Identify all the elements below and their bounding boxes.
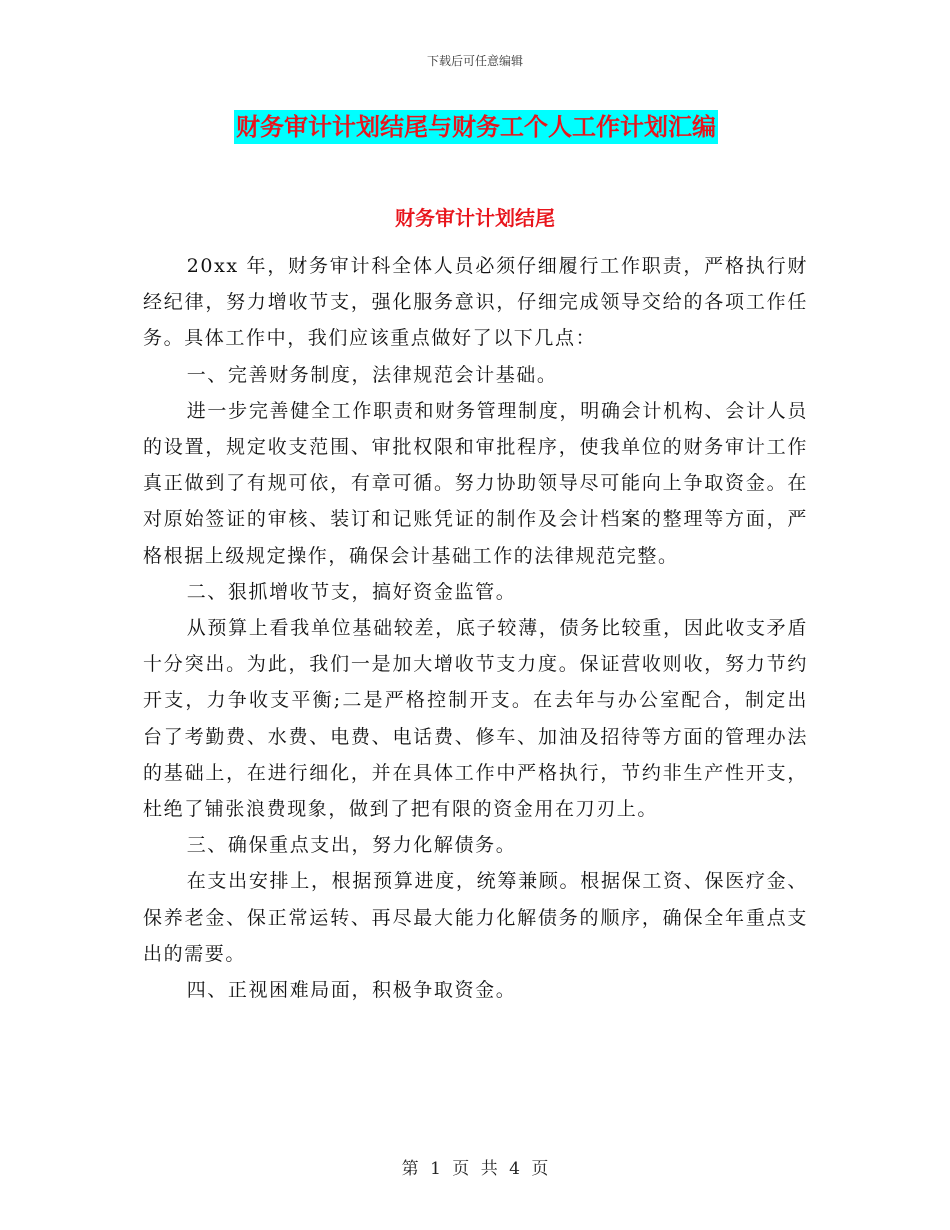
section-title: 财务审计计划结尾 [395,206,555,230]
paragraph-intro: 20xx 年，财务审计科全体人员必须仔细履行工作职责，严格执行财经纪律，努力增收节支，强化服务意识，仔细完成领导交给的各项工作任务。具体工作中，我们应该重点做好了以下几点： [143,255,808,350]
heading-item-4: 四、正视困难局面，积极争取资金。 [186,979,517,1002]
document-body [143,248,808,1008]
header-note: 下载后可任意编辑 [426,54,523,68]
heading-item-3: 三、确保重点支出，努力化解债务。 [186,834,517,857]
heading-item-1: 一、完善财务制度，法律规范会计基础。 [186,363,558,386]
document-title: 财务审计计划结尾与财务工个人工作计划汇编 [234,110,718,144]
paragraph-item-2: 从预算上看我单位基础较差，底子较薄，债务比较重，因此收支矛盾十分突出。为此，我们一是加大增收节支力度。保证营收则收，努力节约开支，力争收支平衡;二是严格控制开支。在去年与办公室配合，制定出台了考勤费、水费、电费、电话费、修车、加油及招待等方面的管理办法的基础上，在进行细化，并在具体工作中严格执行，节约非生产性开支，杜绝了铺张浪费现象，做到了把有限的资金用在刀刃上。 [143,617,808,821]
heading-item-2: 二、狠抓增收节支，搞好资金监管。 [186,580,517,603]
page-footer: 第 1 页 共 4 页 [401,1159,549,1179]
paragraph-item-3: 在支出安排上，根据预算进度，统筹兼顾。根据保工资、保医疗金、保养老金、保正常运转、再尽最大能力化解债务的顺序，确保全年重点支出的需要。 [143,870,808,965]
paragraph-item-1: 进一步完善健全工作职责和财务管理制度，明确会计机构、会计人员的设置，规定收支范围、审批权限和审批程序，使我单位的财务审计工作真正做到了有规可依，有章可循。努力协助领导尽可能向上争取资金。在对原始签证的审核、装订和记账凭证的制作及会计档案的整理等方面，严格根据上级规定操作，确保会计基础工作的法律规范完整。 [143,399,808,567]
